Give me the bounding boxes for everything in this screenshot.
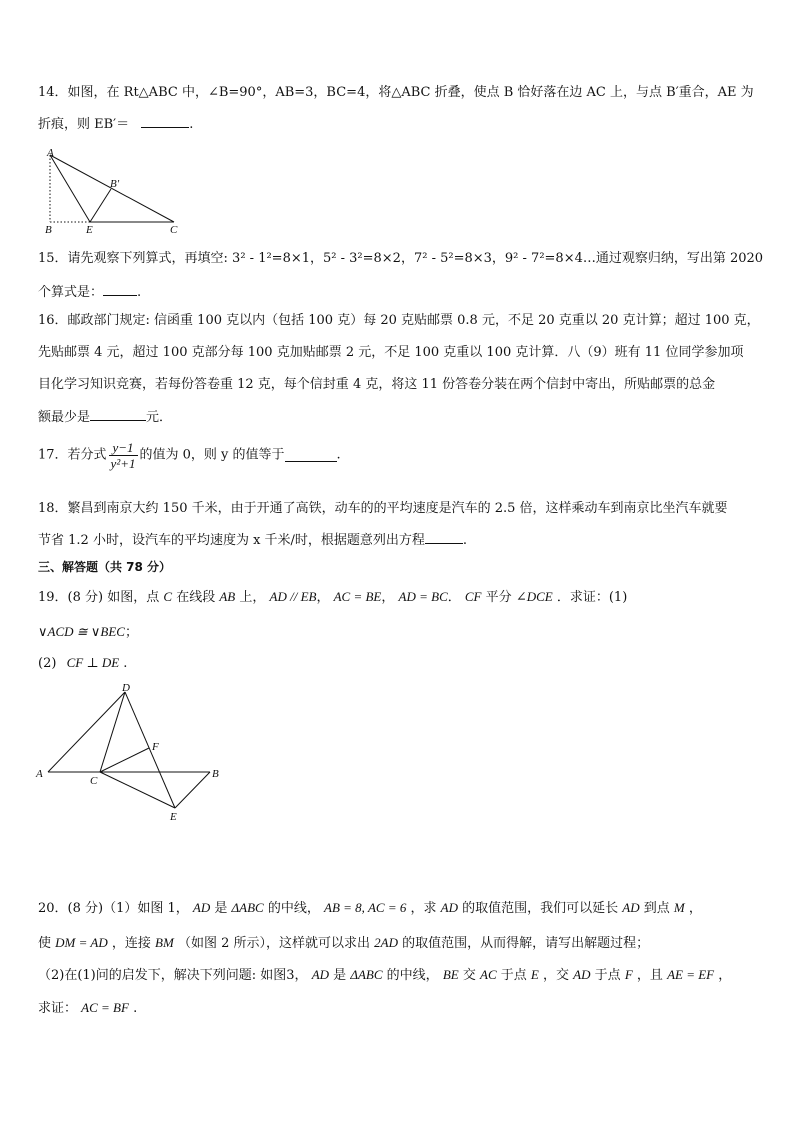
q19-part1 xyxy=(38,623,758,642)
q20-line2 xyxy=(38,934,758,953)
q18-text: 节省 1.2 小时，设汽车的平均速度为 x 千米/时，根据题意列出方程 xyxy=(38,533,425,548)
q15-text: 个算式是： xyxy=(38,285,104,300)
q20-text-h: 使 xyxy=(38,936,52,951)
q15-line2 xyxy=(38,283,758,302)
section-heading: 三、解答题（共 78 分） xyxy=(38,560,172,574)
q19-text-c: 上， xyxy=(239,590,266,605)
q19-part2-end: . xyxy=(123,656,128,671)
q14-seg-ae xyxy=(50,155,90,222)
q19-seg-ce xyxy=(100,772,175,808)
q20-text-v: . xyxy=(133,1001,138,1016)
q14-label-c: C xyxy=(170,224,178,236)
q20-text-c: 的中线， xyxy=(267,901,320,916)
q20-var-be: BE xyxy=(442,967,459,982)
q17-answer-blank[interactable] xyxy=(285,449,337,462)
q20-text-e: 的取值范围，我们可以延长 xyxy=(462,901,619,916)
q20-text-k: 的取值范围，从而得解，请写出解题过程； xyxy=(402,936,650,951)
q19-var-ab: AB xyxy=(219,589,236,604)
q20-var-m: M xyxy=(673,900,685,915)
q15-answer-blank[interactable] xyxy=(103,283,137,296)
q20-text-r: 于点 xyxy=(594,968,621,983)
q20-var-ad-3: AD xyxy=(622,900,640,915)
q16-line3: 目化学习知识竞赛，若每份答卷重 12 克，每个信封重 4 克，将这 11 份答卷分装在两个信封中寄出，所贴邮票的总金 xyxy=(38,377,716,392)
q19-seg-ad xyxy=(48,692,125,772)
q20-given: AB = 8, AC = 6 xyxy=(324,900,407,915)
q19-label-d: D xyxy=(122,682,130,694)
q20-var-e: E xyxy=(530,967,539,982)
q18-answer-blank[interactable] xyxy=(425,531,463,544)
q16-line1: 16．邮政部门规定: 信函重 100 克以内（包括 100 克）每 20 克贴邮票 0.8 元，不足 20 克重以 20 克计算；超过 100 克， xyxy=(38,313,760,328)
q20-text-f: 到点 xyxy=(643,901,670,916)
q14-line2 xyxy=(38,115,758,134)
q17-numerator: y−1 xyxy=(109,440,138,456)
q20-text-p: 于点 xyxy=(500,968,527,983)
q19-seg-cd xyxy=(100,692,125,772)
q14-line1: 14．如图，在 Rt△ABC 中，∠B=90°，AB=3，BC=4，将△ABC 折叠，使点 B 恰好落在边 AC 上，与点 B′重合，AE 为 xyxy=(38,85,754,100)
q14-text: 折痕，则 EB′＝ xyxy=(38,117,130,132)
q20-text-i: ，连接 xyxy=(111,936,151,951)
q19-cond-parallel: AD // EB xyxy=(269,589,317,604)
q14-seg-eb-prime xyxy=(90,189,111,222)
q19-part1-end: ； xyxy=(124,625,138,640)
q19-part2-num: (2) xyxy=(38,656,57,671)
q20-var-f: F xyxy=(624,967,633,982)
q14-label-a: A xyxy=(47,147,54,159)
q20-text-s: ，且 xyxy=(636,968,663,983)
q18-line2 xyxy=(38,531,758,550)
q20-var-ad-2: AD xyxy=(440,900,458,915)
q14-period: . xyxy=(189,117,194,132)
q18-line1: 18．繁昌到南京大约 150 千米，由于开通了高铁，动车的的平均速度是汽车的 2.5 倍，这样乘动车到南京比坐汽车就要 xyxy=(38,501,728,516)
q20-two-ad: 2AD xyxy=(374,935,398,950)
q16-line4 xyxy=(38,408,758,427)
q19-label-a: A xyxy=(36,768,43,780)
q20-text-n: 的中线， xyxy=(386,968,439,983)
q14-label-b: B xyxy=(45,224,52,236)
q19-label-b: B xyxy=(212,768,219,780)
q20-text-u: 求证： xyxy=(38,1001,78,1016)
q19-cond-ac-be: AC = BE xyxy=(333,589,382,604)
q20-text-l: （2)在(1)问的启发下，解决下列问题: 如图3， xyxy=(38,968,308,983)
q18-period: . xyxy=(462,533,468,548)
q20-var-ac: AC xyxy=(480,967,497,982)
q14-label-e: E xyxy=(86,224,93,236)
q19-text-bisect: 平分 xyxy=(485,590,512,605)
q19-var-cf: CF xyxy=(464,589,482,604)
q16-line2: 先贴邮票 4 元，超过 100 克部分每 100 克加贴邮票 2 元，不足 100 克重以 100 克计算．八（9）班有 11 位同学参加项 xyxy=(38,345,744,360)
q19-angle-dce: ∠DCE xyxy=(515,589,553,604)
q20-var-ad-4: AD xyxy=(311,967,330,982)
q17-line xyxy=(38,440,758,471)
q20-text-d: ，求 xyxy=(410,901,437,916)
q19-seg-cf xyxy=(100,748,149,772)
q20-text-g: ， xyxy=(688,901,702,916)
q14-answer-blank[interactable] xyxy=(141,115,189,128)
q17-text2: 的值为 0，则 y 的值等于 xyxy=(139,447,285,463)
q15-line1: 15．请先观察下列算式，再填空: 3² - 1²=8×1，5² - 3²=8×2，7² - 5²=8×3，9² - 7²=8×4…通过观察归纳，写出第 2020 xyxy=(38,251,764,266)
q19-part2-stmt: CF ⊥ DE xyxy=(66,655,120,670)
q19-label-e: E xyxy=(170,811,177,823)
q20-text-o: 交 xyxy=(462,968,476,983)
q16-unit: 元． xyxy=(146,410,173,425)
q20-text-j: （如图 2 所示），这样就可以求出 xyxy=(177,936,371,951)
q19-part1-stmt: ∨ACD ≅ ∨BEC xyxy=(38,624,125,639)
q16-answer-blank[interactable] xyxy=(90,408,146,421)
q20-var-ad: AD xyxy=(192,900,211,915)
q19-text-prove: ．求证：(1) xyxy=(556,590,628,605)
q19-part2 xyxy=(38,654,758,673)
q20-triangle: ΔABC xyxy=(231,900,264,915)
q20-text-m: 是 xyxy=(333,968,347,983)
q19-cond-ad-bc: AD = BC xyxy=(398,589,448,604)
q19-label-f: F xyxy=(152,741,159,753)
q20-dm-ad: DM = AD xyxy=(55,935,108,950)
q19-seg-de xyxy=(125,692,175,808)
q20-text-b: 是 xyxy=(214,901,228,916)
q14-figure xyxy=(38,146,188,236)
q16-text: 额最少是 xyxy=(38,410,91,425)
q19-text-a: 19．(8 分) 如图，点 xyxy=(38,590,160,605)
q20-triangle-2: ΔABC xyxy=(350,967,383,982)
q20-line3 xyxy=(38,966,758,985)
q17-denominator: y²+1 xyxy=(110,456,136,471)
q20-var-bm: BM xyxy=(155,935,174,950)
q19-line1: 19．(8 分) 如图，点 C 在线段 AB 上， AD // EB， AC = BE， AD = BC． CF 平分 ∠DCE ．求证：(1) xyxy=(38,589,628,605)
q17-text: 17．若分式 xyxy=(38,447,107,463)
q14-label-b-prime: B′ xyxy=(110,178,120,190)
q17-fraction xyxy=(109,440,138,471)
q20-text-q: ，交 xyxy=(543,968,570,983)
q20-ae-ef: AE = EF xyxy=(667,967,715,982)
q19-text-b: 在线段 xyxy=(176,590,216,605)
q17-period: . xyxy=(336,447,341,463)
q20-line4 xyxy=(38,999,758,1018)
q20-line1 xyxy=(38,899,758,918)
q20-text-t: ， xyxy=(718,968,732,983)
q19-var-c: C xyxy=(163,589,173,604)
q19-label-c: C xyxy=(90,775,98,787)
q20-text-a: 20．(8 分)（1）如图 1， xyxy=(38,901,189,916)
q20-ac-bf: AC = BF xyxy=(81,1000,129,1015)
q20-var-ad-5: AD xyxy=(573,967,591,982)
q19-seg-be xyxy=(175,772,210,808)
q19-figure xyxy=(30,678,230,826)
q15-period: . xyxy=(137,285,142,300)
